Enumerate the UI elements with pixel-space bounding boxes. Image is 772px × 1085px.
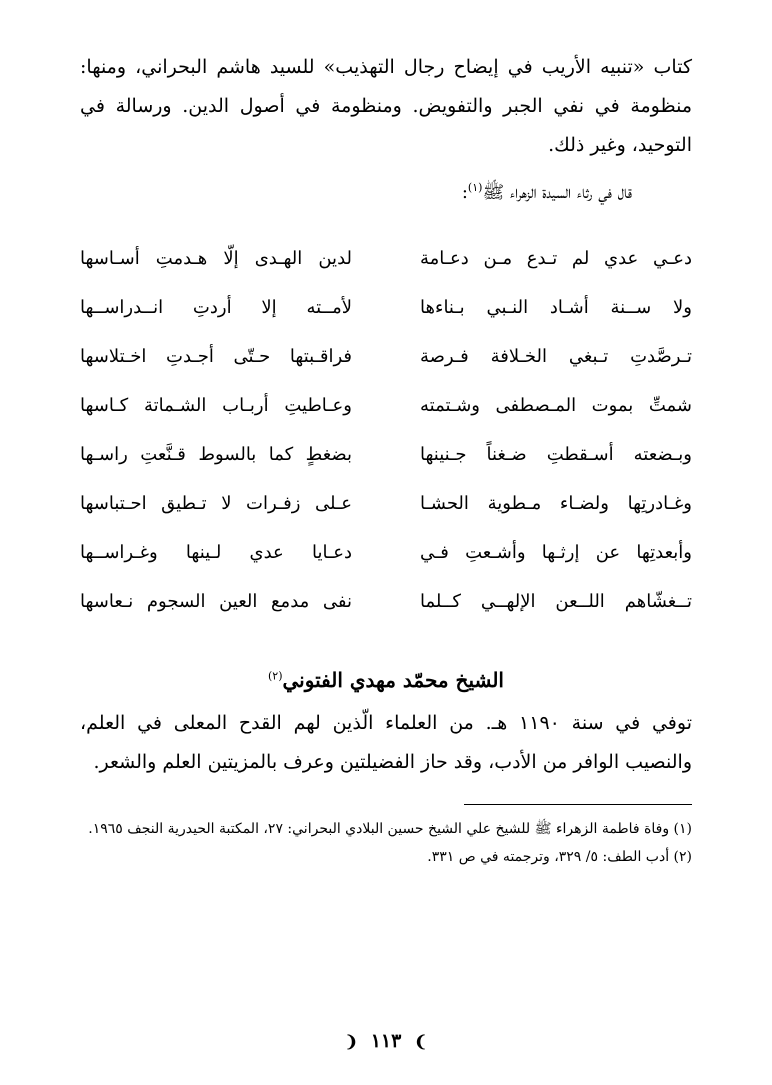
verse-second-hemistich: وعـاطيتِ أربـاب الشـماتة كـاسها	[80, 395, 352, 416]
footnote-ref-1: (١)	[467, 181, 483, 194]
poem-intro-colon: :	[461, 182, 468, 203]
footnotes	[80, 815, 692, 871]
verse-second-hemistich: لأمــته إلا أردتِ انــدراســها	[80, 297, 352, 318]
verse-first-hemistich: ولا ســنة أشـاد النـبي بـناءها	[420, 297, 692, 318]
footnote-divider	[464, 804, 692, 805]
verse-first-hemistich: وغـادرتِها ولضـاء مـطوية الحشـا	[420, 493, 692, 514]
verse	[80, 528, 692, 577]
section-heading-text: الشيخ محمّد مهدي الفتوني	[282, 668, 504, 692]
footnote-2: (٢) أدب الطف: ٥/ ٣٢٩، وترجمته في ص ٣٣١.	[427, 849, 692, 865]
folio-ornament-left-icon: ❨	[344, 1032, 359, 1051]
verse-second-hemistich: نفى مدمع العين السجوم نـعاسها	[80, 591, 352, 612]
intro-paragraph: كتاب «تنبيه الأريب في إيضاح رجال التهذيب» للسيد هاشم البحراني، ومنها: منظومة في نفي الجبر والتفويض. ومنظومة في أصول الدين. ورسالة في التوحيد، وغير ذلك.	[80, 56, 692, 156]
biography-paragraph: توفي في سنة ١١٩٠ هـ. من العلماء الّذين لهم القدح المعلى في العلم، والنصيب الوافر من الأدب، وقد حاز الفضيلتين وعرف بالمزيتين العلم والشعر.	[80, 712, 692, 773]
verse	[80, 430, 692, 479]
verse-first-hemistich: شمتِّ بموت المـصطفى وشـتمته	[420, 395, 692, 416]
verse-first-hemistich: دعـي عدي لم تـدع مـن دعـامة	[420, 248, 692, 269]
verse-second-hemistich: بضغطٍ كما بالسوط قـنَّعتِ راسـها	[80, 444, 352, 465]
verse	[80, 381, 692, 430]
poem-introduction	[80, 173, 692, 208]
footnote-1: (١) وفاة فاطمة الزهراء ﷺ للشيخ علي الشيخ حسين البلادي البحراني: ٢٧، المكتبة الحيدرية النجف ١٩٦٥.	[88, 821, 692, 837]
verse-second-hemistich: لدين الهـدى إلّا هـدمتِ أسـاسها	[80, 248, 352, 269]
verse-first-hemistich: تـرصَّدتِ تـبغي الخـلافة فـرصة	[420, 346, 692, 367]
verse-second-hemistich: دعـايا عدي لـينها وغـراســها	[80, 542, 352, 563]
verse	[80, 283, 692, 332]
section-heading	[80, 668, 692, 692]
elegy-poem	[80, 234, 692, 626]
footnote-ref-2: (٢)	[268, 669, 283, 683]
verse	[80, 479, 692, 528]
book-page	[80, 48, 692, 1065]
verse-first-hemistich: وبـضعته أسـقطتِ ضـغناً جـنينها	[420, 444, 692, 465]
verse	[80, 332, 692, 381]
folio-ornament-right-icon: ❩	[413, 1032, 428, 1051]
verse-second-hemistich: فراقـبتها حـتّى أجـدتِ اخـتلاسها	[80, 346, 352, 367]
poem-intro-text: قال في رثاء السيدة الزهراء ﷺ	[482, 182, 632, 203]
verse	[80, 234, 692, 283]
verse-first-hemistich: وأبعدتِها عن إرثـها وأشـعتِ فـي	[420, 542, 692, 563]
verse	[80, 577, 692, 626]
verse-second-hemistich: عـلى زفـرات لا تـطيق احـتباسها	[80, 493, 352, 514]
verse-first-hemistich: تــغشّاهم اللــعن الإلهــي كــلما	[420, 591, 692, 612]
page-folio	[0, 1030, 772, 1052]
page-number: ١١٣	[370, 1030, 402, 1052]
